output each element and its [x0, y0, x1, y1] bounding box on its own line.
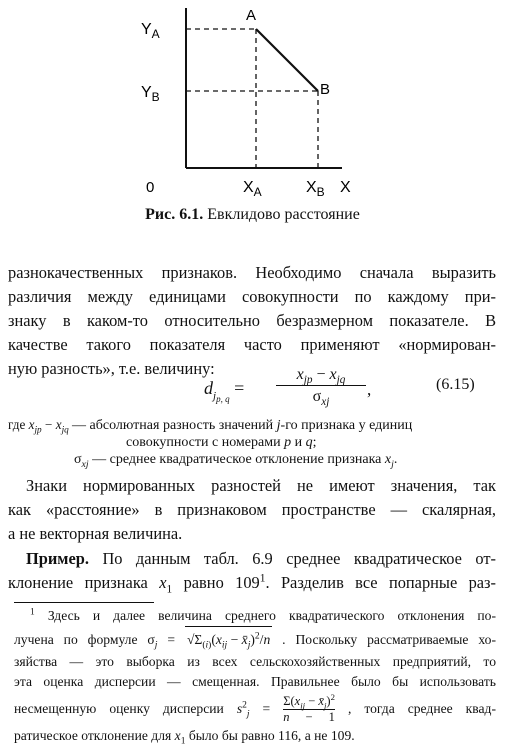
footnote-line: лучена по формуле: [14, 632, 138, 647]
caption-number: Рис. 6.1.: [145, 206, 204, 223]
formula-number: (6.15): [436, 376, 475, 393]
y-label-a: $Y_A$: [141, 21, 160, 41]
formula-fraction: $x_{jp} - x_{jq}$ $\sigma_{xj}$: [276, 366, 366, 406]
point-b-label: B: [320, 81, 331, 98]
footnote-line: , тогда среднее квад-: [347, 701, 496, 716]
x-axis-name: X: [340, 179, 351, 196]
footnote-line: зяйства — это выборка из всех сельскохозяйственных предприятий, то: [14, 654, 496, 669]
where-intro: где: [8, 417, 26, 432]
text-line: а не векторная величина.: [8, 524, 183, 543]
footnote: $^1$ Здесь и далее величина среднего квадратического отклонения по- лучена по формуле $\sigma_j = √\Sigma_{(i)}(x_{ij}$ − $x̄_j)^2/n$ . Поскольку рассматриваемые хо- зяйства — это выборка из всех сельскохозяйственных предприятий, то эта оценка дисперсии — смещенная. Правильнее было бы использовать несмещенную оценку дисперсии $s^2_j$ = $\Sigma(x_{ij}$ − $x̄_j)^2$ n − 1 , тогда среднее квад- ратическое отклонение для $x_1$ было бы равно 116, а не 109.: [14, 607, 496, 747]
footnote-separator: [14, 602, 154, 603]
paragraph-example: Пример. По данным табл. 6.9 среднее квадратическое от- клонение признака $x_1$ равно $109^1$. Разделив все попарные раз-: [8, 549, 496, 596]
footnote-line: Здесь и далее величина среднего квадратического отклонения по-: [47, 608, 496, 623]
footnote-line: . Поскольку рассматриваемые хо-: [282, 632, 496, 647]
text-line: различия между единицами совокупности по каждому при-: [8, 287, 496, 306]
segment-ab: [256, 29, 318, 91]
text-line: разнокачественных признаков. Необходимо сначала выразить: [8, 263, 496, 282]
y-label-b: $Y_B$: [141, 84, 160, 104]
footnote-marker: 1: [30, 607, 35, 618]
text-line: знаку в каком-то относительно безразмерном показателе. В: [8, 311, 496, 330]
x-label-b: $X_B$: [306, 179, 325, 199]
footnote-line: эта оценка дисперсии — смещенная. Правильнее было бы использовать: [14, 674, 496, 689]
formula-6-15: $d_{j_{p, q}}$ = $x_{jp} - x_{jq}$ $\sigma_{xj}$ , (6.15): [204, 366, 475, 409]
x-label-a: $X_A$: [243, 179, 262, 199]
text-line: По данным табл. 6.9 среднее квадратическое от-: [102, 549, 496, 568]
formula-lhs: $d_{j_{p, q}}$ =: [204, 378, 245, 404]
text-line: качестве такого показателя часто применяют «нормирован-: [8, 335, 496, 354]
example-label: Пример.: [26, 549, 89, 568]
euclidean-distance-figure: [0, 0, 505, 200]
figure-caption: [0, 206, 505, 224]
caption-title: Евклидово расстояние: [207, 206, 360, 223]
paragraph-2: [8, 474, 496, 546]
footnote-line: несмещенную оценку дисперсии: [14, 701, 224, 716]
text-line: Знаки нормированных разностей не имеют значения, так: [26, 476, 496, 495]
where-clause: где $x_{jp} - x_{jq}$ — абсолютная разность значений j-го признака у единиц совокупности с номерами p и q; $\sigma_{xj}$ — среднее квадратическое отклонение признака $x_j$.: [8, 417, 413, 470]
text-line: как «расстояние» в признаковом пространстве — скалярная,: [8, 500, 496, 519]
paragraph-1: [8, 261, 496, 381]
text-line: ную разность», т.е. величину:: [8, 359, 215, 378]
point-a-label: A: [246, 7, 257, 24]
origin-label: 0: [146, 179, 155, 196]
